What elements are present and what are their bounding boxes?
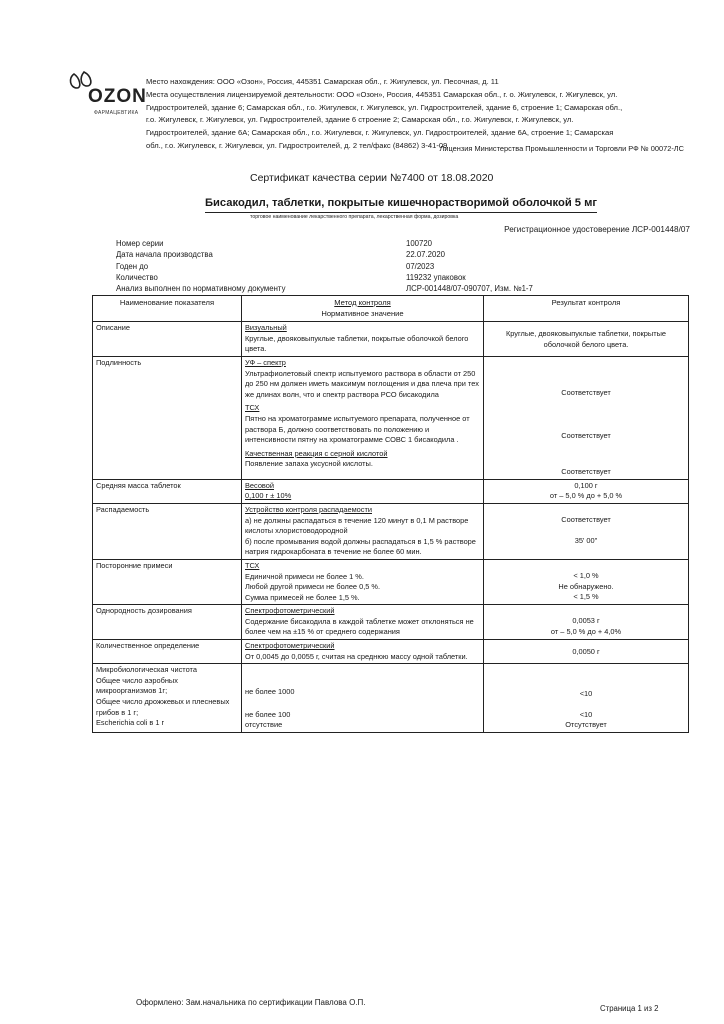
method-name: Качественная реакция с серной кислотой: [245, 448, 388, 458]
logo-subtitle: ФАРМАЦЕВТИКА: [94, 110, 139, 116]
result-cell: [484, 664, 689, 733]
method-name: Визуальный: [245, 323, 287, 333]
certificate-title: Сертификат качества серии №7400 от 18.08.2020: [250, 172, 494, 184]
norm-value: Ультрафиолетовый спектр испытуемого раствора в области от 250 до 250 нм должен иметь максимум поглощения и два плеча при тех же длинах волн, что и спектр раствора РСО бисакодила: [245, 368, 479, 399]
table-row-microbiological: [93, 664, 689, 733]
table-row-average-mass: [93, 479, 689, 503]
result-value: 0,0050 г: [572, 647, 600, 657]
indicator-name: Подлинность: [96, 357, 142, 367]
result-cell: [484, 322, 689, 357]
result-cell: [484, 559, 689, 604]
norm-value: б) после промывания водой должны распадаться в 1,5 % растворе натрия гидрокарбоната в течение не более 60 мин.: [245, 536, 476, 557]
result-cell: [484, 356, 689, 479]
header-method: [242, 296, 484, 322]
norm-value: Содержание бисакодила в каждой таблетке может отклоняться не более чем на ±15 % от среднего содержания: [245, 616, 474, 637]
meta-label: Количество: [116, 272, 158, 282]
indicator-name: Средняя масса таблеток: [96, 480, 181, 490]
method-cell: [242, 322, 484, 357]
method-cell: [242, 640, 484, 664]
indicator-subname: Общее число аэробных микроорганизмов 1г;: [96, 675, 178, 696]
method-name: ТСХ: [245, 403, 260, 413]
indicator-name: Распадаемость: [96, 504, 150, 514]
result-value: Не обнаружено.: [558, 581, 614, 591]
address-line: обл., г.о. Жигулевск, г. Жигулевск, ул. Гидростроителей, д. 2 тел/факс (84862) 3-41-09: [146, 140, 448, 150]
result-value: <10: [579, 709, 593, 719]
result-value: < 1,0 %: [573, 570, 599, 580]
norm-value: Пятно на хроматограмме испытуемого препарата, полученное от раствора Б, должно соответствовать по положению и интенсивности пятну на хроматограмме СОВС 1 бисакодила .: [245, 413, 470, 445]
norm-value: Появление запаха уксусной кислоты.: [245, 459, 373, 469]
meta-value: ЛСР-001448/07-090707, Изм. №1-7: [406, 284, 533, 294]
norm-value: не более 1000: [245, 687, 295, 697]
header-indicator: [93, 296, 242, 322]
indicator-subname: Общее число дрожжевых и плесневых грибов в 1 г;: [96, 697, 230, 717]
indicator-name: Однородность дозирования: [96, 606, 192, 616]
indicator-cell: [93, 503, 242, 559]
signed-by: Оформлено: Зам.начальника по сертификации Павлова О.П.: [136, 998, 366, 1007]
meta-row-normative-doc: [116, 283, 620, 294]
company-logo: [66, 70, 146, 122]
table-row-description: [93, 322, 689, 357]
address-line: г.о. Жигулевск, г. Жигулевск, ул. Гидростроителей, здание 6 строение 2; Самарская обл., г.о. Жигулевск, г. Жигулевск, ул.: [146, 115, 574, 125]
meta-row-production-date: [116, 249, 620, 260]
meta-value: 22.07.2020: [406, 250, 446, 260]
method-name: Спектрофотометрический: [245, 606, 335, 616]
result-value: Соответствует: [561, 387, 611, 397]
method-cell: [242, 605, 484, 640]
indicator-name: Посторонние примеси: [96, 560, 173, 570]
result-value: 0,0053 г: [572, 616, 600, 626]
meta-label: Дата начала производства: [116, 250, 213, 260]
meta-value: 07/2023: [406, 261, 435, 271]
result-cell: [484, 605, 689, 640]
indicator-subname: Escherichia coli в 1 г: [96, 718, 165, 728]
result-value: < 1,5 %: [573, 592, 599, 602]
method-name: Весовой: [245, 480, 275, 490]
norm-value: Круглые, двояковыпуклые таблетки, покрытые оболочкой белого цвета.: [245, 333, 469, 354]
table-row-identity: [93, 356, 689, 479]
method-cell: [242, 479, 484, 503]
meta-value: 119232 упаковок: [406, 272, 466, 282]
result-value: Соответствует: [561, 430, 611, 440]
indicator-cell: [93, 356, 242, 479]
header-indicator-text: Наименование показателя: [119, 298, 215, 307]
header-norm-text: Нормативное значение: [321, 308, 404, 318]
header-result: [484, 296, 689, 322]
meta-label: Годен до: [116, 261, 149, 271]
address-line: Гидростроителей, здание 6; Самарская обл., г.о. Жигулевск, г. Жигулевск, ул. Гидростроителей, здание 6, строение 1; Самарская обл.,: [146, 102, 623, 112]
method-cell: [242, 559, 484, 604]
table-row-impurities: [93, 559, 689, 604]
table-row-dose-uniformity: [93, 605, 689, 640]
meta-row-quantity: [116, 272, 620, 283]
result-value: <10: [579, 689, 593, 699]
table-header-row: [93, 296, 689, 322]
address-line: Места осуществления лицензируемой деятельности: ООО «Озон», Россия, 445351 Самарская обл., г. о. Жигулевск, г. Жигулевск, ул.: [146, 89, 618, 99]
norm-value: отсутствие: [245, 720, 283, 730]
result-value: 35' 00": [574, 535, 598, 545]
norm-value: Сумма примесей не более 1,5 %.: [245, 592, 360, 602]
indicator-cell: [93, 605, 242, 640]
result-cell: [484, 503, 689, 559]
meta-value: 100720: [406, 239, 433, 248]
method-name: УФ – спектр: [245, 357, 286, 367]
header-result-text: Результат контроля: [551, 298, 621, 307]
indicator-name: Количественное определение: [96, 641, 200, 651]
result-value: Круглые, двояковыпуклые таблетки, покрытые оболочкой белого цвета.: [505, 329, 667, 349]
header-method-text: Метод контроля: [334, 298, 391, 307]
method-name: Устройство контроля распадаемости: [245, 504, 372, 514]
norm-value: Любой другой примеси не более 0,5 %.: [245, 582, 381, 592]
address-line: Гидростроителей, здание 6А; Самарская обл., г.о. Жигулевск, г. Жигулевск, ул. Гидростроителей, здание 6А, строение 1; Самарская: [146, 128, 614, 138]
method-name: ТСХ: [245, 560, 260, 570]
result-value: Соответствует: [561, 467, 611, 477]
meta-row-expiry: [116, 261, 620, 272]
result-value: 0,100 г: [574, 480, 598, 490]
license-line: Лицензия Министерства Промышленности и Торговли РФ № 00072-ЛС: [439, 144, 684, 153]
norm-value: 0,100 г ± 10%: [245, 491, 292, 501]
norm-value: не более 100: [245, 709, 291, 719]
company-address-block: [146, 76, 686, 153]
result-value: Отсутствует: [565, 720, 607, 730]
address-line: Место нахождения: ООО «Озон», Россия, 445351 Самарская обл., г. Жигулевск, ул. Песочная, д. 11: [146, 77, 499, 86]
method-cell: [242, 503, 484, 559]
norm-value: Единичной примеси не более 1 %.: [245, 571, 364, 581]
indicator-name: Микробиологическая чистота: [96, 665, 197, 675]
indicator-cell: [93, 479, 242, 503]
result-cell: [484, 640, 689, 664]
quality-control-table: [92, 295, 689, 733]
table-row-disintegration: [93, 503, 689, 559]
table-row-assay: [93, 640, 689, 664]
product-caption: торговое наименование лекарственного препарата, лекарственная форма, дозировка: [250, 214, 459, 220]
indicator-cell: [93, 559, 242, 604]
method-cell: [242, 664, 484, 733]
logo-word: OZON: [88, 86, 147, 107]
norm-value: а) не должны распадаться в течение 120 минут в 0,1 М растворе кислоты хлористоводородной: [245, 515, 469, 536]
page-number: Страница 1 из 2: [600, 1004, 659, 1013]
batch-meta: [116, 238, 620, 294]
method-cell: [242, 356, 484, 479]
meta-row-batch-number: [116, 238, 620, 249]
result-cell: [484, 479, 689, 503]
indicator-name: Описание: [96, 323, 131, 333]
meta-label: Номер серии: [116, 239, 164, 248]
indicator-cell: [93, 640, 242, 664]
result-value: Соответствует: [561, 514, 611, 524]
meta-label: Анализ выполнен по нормативному документу: [116, 284, 286, 294]
indicator-cell: [93, 322, 242, 357]
norm-value: От 0,0045 до 0,0055 г, считая на среднюю массу одной таблетки.: [245, 651, 468, 661]
result-value: от – 5,0 % до + 5,0 %: [549, 491, 623, 501]
indicator-cell: [93, 664, 242, 733]
method-name: Спектрофотометрический: [245, 641, 335, 651]
product-underline: [205, 212, 597, 213]
registration-certificate: Регистрационное удостоверение ЛСР-001448/07: [504, 225, 690, 234]
product-name: Бисакодил, таблетки, покрытые кишечнорастворимой оболочкой 5 мг: [205, 197, 598, 209]
result-value: от – 5,0 % до + 4,0%: [550, 626, 622, 636]
